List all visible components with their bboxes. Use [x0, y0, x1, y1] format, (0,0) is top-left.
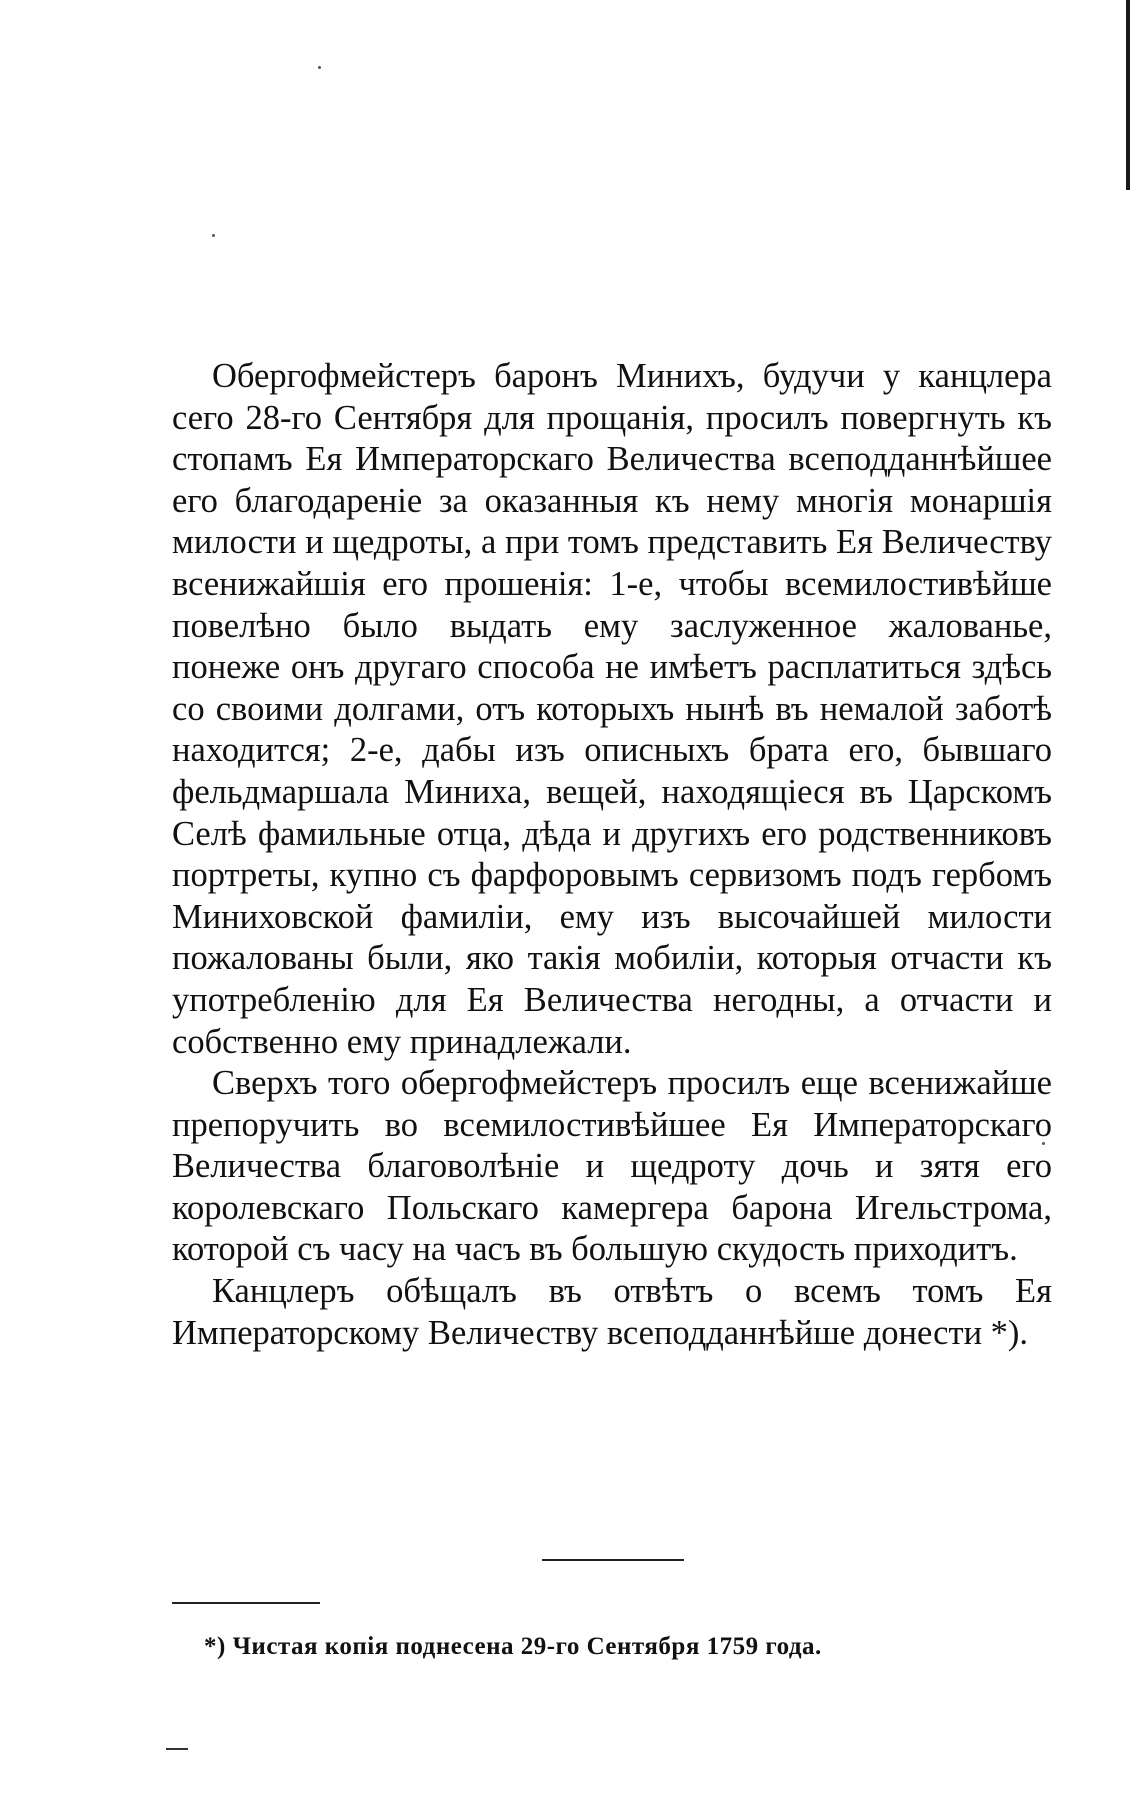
body-text: [172, 356, 1052, 1354]
print-speck: [318, 66, 321, 69]
footnote: *) Чистая копія поднесена 29-го Сентября 1759 года.: [204, 1633, 822, 1660]
paragraph-2: Сверхъ того обергофмейстеръ просилъ еще всенижайше препоручить во всемилостивѣйшее Ея Императорскаго Величества благоволѣніе и щедроту дочь и зятя его королевскаго Польскаго камергера барона Игельстрома, которой съ часу на часъ въ большую скудость приходитъ.: [172, 1064, 1052, 1269]
page-edge-rule: [1126, 0, 1130, 190]
bottom-mark: [166, 1748, 188, 1750]
paragraph-1: Обергофмейстеръ баронъ Минихъ, будучи у канцлера сего 28-го Сентября для прощанія, просилъ повергнуть къ стопамъ Ея Императорскаго Величества всеподданнѣйшее его благодареніе за оказанныя къ нему многія монаршія милости и щедроты, а при томъ представить Ея Величеству всенижайшія его прошенія: 1-е, чтобы всемилостивѣйше повелѣно было выдать ему заслуженное жалованье, понеже онъ другаго способа не имѣетъ расплатиться здѣсь со своими долгами, отъ которыхъ нынѣ въ немалой заботѣ находится; 2-е, дабы изъ описныхъ брата его, бывшаго фельдмаршала Миниха, вещей, находящіеся въ Царскомъ Селѣ фамильные отца, дѣда и другихъ его родственниковъ портреты, купно съ фарфоровымъ сервизомъ подъ гербомъ Миниховской фамиліи, ему изъ высочайшей милости пожалованы были, яко такія мобиліи, которыя отчасти къ употребленію для Ея Величества негодны, а отчасти и собственно ему принадлежали.: [172, 357, 1052, 1061]
print-speck: [212, 234, 215, 237]
footnote-separator: [172, 1602, 320, 1604]
end-rule: [542, 1559, 684, 1561]
paragraph-3: Канцлеръ обѣщалъ въ отвѣтъ о всемъ томъ Ея Императорскому Величеству всеподданнѣйше донести *).: [172, 1272, 1052, 1352]
